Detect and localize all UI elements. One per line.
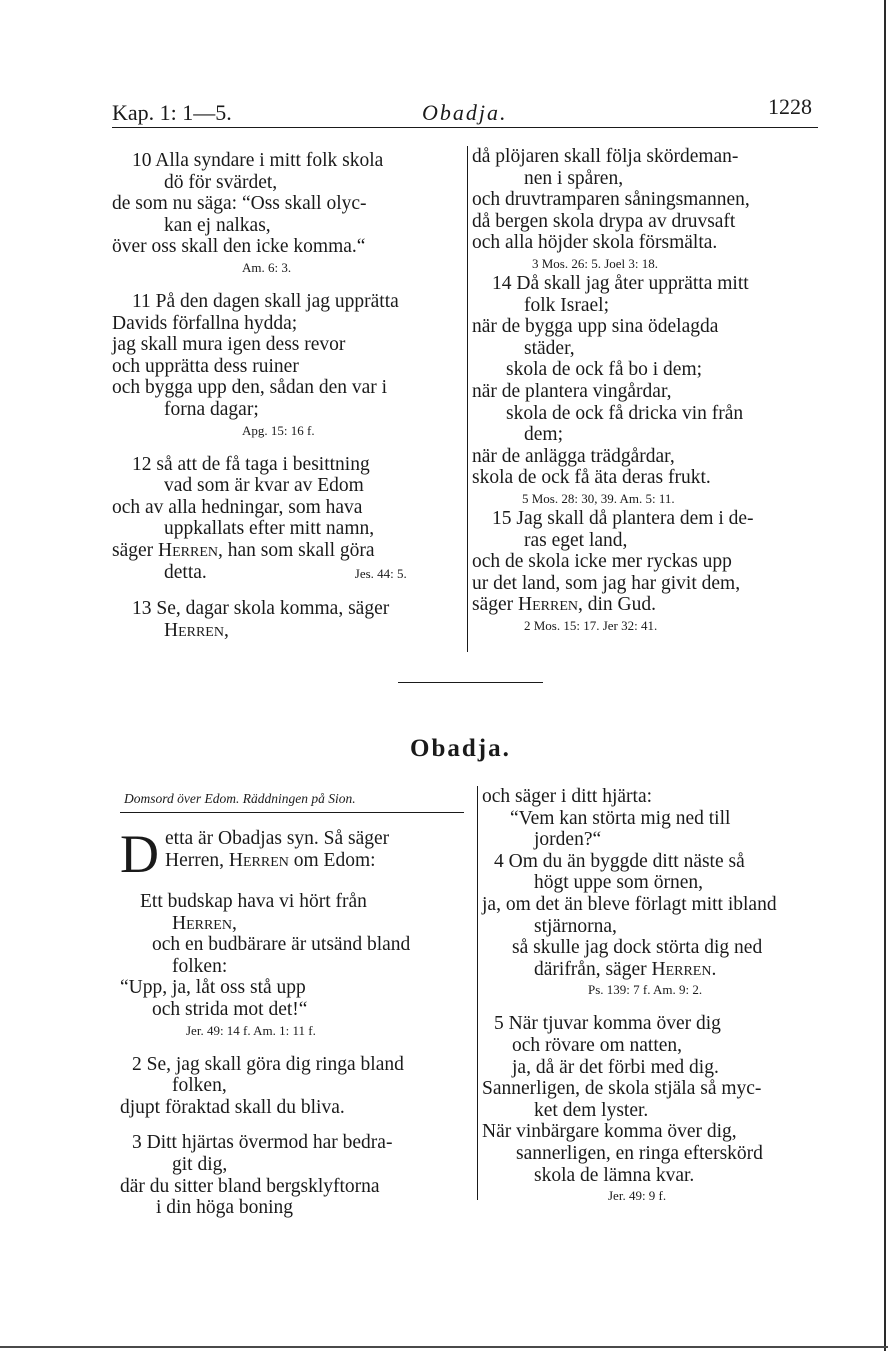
verse-line: uppkallats efter mitt namn,	[164, 518, 375, 540]
verse-line: ur det land, som jag har givit dem,	[472, 572, 741, 594]
verse-line: när de bygga upp sina ödelagda	[472, 316, 719, 338]
verse-word: säger	[472, 594, 514, 616]
divine-name: Herren,	[172, 912, 237, 934]
verse-line: och strida mot det!“	[152, 998, 308, 1020]
cross-reference: Apg. 15: 16 f.	[242, 422, 315, 438]
verse-line: När vinbärgare komma över dig,	[482, 1121, 737, 1143]
cross-reference: Jes. 44: 5.	[354, 565, 407, 581]
chapter-summary: Domsord över Edom. Räddningen på Sion.	[124, 791, 356, 806]
verse-line: högt uppe som örnen,	[534, 872, 703, 894]
verse-line: över oss skall den icke komma.“	[112, 236, 366, 258]
verse-text: , din Gud.	[578, 594, 657, 616]
cross-reference: Jer. 49: 9 f.	[608, 1188, 667, 1204]
verse-14: 14 Då skall jag åter upprätta mitt	[492, 272, 749, 294]
verse-11: 11 På den dagen skall jag upprätta	[132, 290, 399, 312]
verse-line: “Upp, ja, låt oss stå upp	[120, 977, 306, 999]
top-left-column	[112, 150, 407, 641]
summary-rule	[120, 812, 464, 813]
verse-line: Sannerligen, de skola stjäla så myc-	[482, 1078, 762, 1100]
verse-line: skola de lämna kvar.	[534, 1164, 695, 1186]
verse-line: skola de ock få bo i dem;	[506, 359, 703, 381]
verse-line: och alla höjder skola försmälta.	[472, 232, 718, 254]
verse-15: 15 Jag skall då plantera dem i de-	[492, 507, 754, 529]
divine-name: Herren	[228, 849, 289, 871]
verse-line: etta är Obadjas syn. Så säger	[165, 828, 390, 849]
verse-line: Davids förfallna hydda;	[112, 312, 298, 334]
drop-capital: D	[120, 828, 159, 877]
verse-text: , han som skall göra	[218, 539, 375, 561]
verse-line: dö för svärdet,	[164, 171, 278, 193]
verse-line: och upprätta dess ruiner	[112, 355, 299, 377]
verse-line: och druvtramparen såningsmannen,	[472, 189, 750, 211]
verse-line: ja, då är det förbi med dig.	[512, 1056, 719, 1078]
verse-line: och säger i ditt hjärta:	[482, 786, 653, 807]
verse-line: folken,	[172, 1075, 227, 1097]
page-edge-right	[884, 0, 886, 1351]
verse-line: och rövare om natten,	[512, 1034, 683, 1056]
verse-line: och en budbärare är utsänd bland	[152, 934, 411, 956]
verse-line: vad som är kvar av Edom	[164, 475, 364, 497]
verse-4: 4 Om du än byggde ditt näste så	[494, 850, 745, 872]
divine-name: Herren	[158, 539, 219, 561]
verse-line: i din höga boning	[156, 1197, 294, 1219]
section-title: Obadja.	[410, 735, 511, 762]
divine-name: Herren	[518, 594, 579, 616]
verse-text: om Edom:	[288, 849, 376, 871]
verse-3: 3 Ditt hjärtas övermod har bedra-	[132, 1132, 393, 1154]
verse-line: då plöjaren skall följa skördeman-	[472, 146, 739, 167]
verse-13: 13 Se, dagar skola komma, säger	[132, 598, 390, 620]
divine-name: Herren.	[651, 958, 717, 980]
verse-line: jag skall mura igen dess revor	[112, 334, 346, 356]
running-title: Obadja.	[422, 100, 508, 125]
verse-line: folk Israel;	[524, 294, 610, 316]
verse-line: där du sitter bland bergsklyftorna	[120, 1175, 380, 1197]
verse-line: skola de ock få dricka vin från	[506, 402, 744, 424]
page-edge-bottom	[0, 1346, 888, 1348]
verse-line: “Vem kan störta mig ned till	[510, 807, 731, 829]
verse-line: när de anlägga trädgårdar,	[472, 445, 675, 467]
cross-reference: 2 Mos. 15: 17. Jer 32: 41.	[524, 617, 658, 633]
verse-line: stjärnorna,	[534, 915, 617, 937]
top-right-column	[472, 146, 754, 635]
verse-line	[472, 594, 754, 616]
verse-5: 5 När tjuvar komma över dig	[494, 1013, 721, 1035]
verse-line	[112, 562, 407, 585]
verse-text: därifrån, säger	[534, 958, 647, 980]
verse-line: då bergen skola drypa av druvsaft	[472, 210, 736, 232]
verse-line: de som nu säga: “Oss skall olyc-	[112, 193, 367, 215]
verse-line: städer,	[524, 337, 575, 359]
verse-line: och bygga upp den, sådan den var i	[112, 377, 388, 399]
verse-line: nen i spåren,	[524, 167, 624, 189]
verse-line: Ett budskap hava vi hört från	[140, 891, 367, 912]
verse-line	[120, 850, 410, 872]
verse-line: så skulle jag dock störta dig ned	[512, 937, 763, 959]
cross-reference: Am. 6: 3.	[242, 259, 292, 275]
verse-2: 2 Se, jag skall göra dig ringa bland	[132, 1053, 404, 1075]
verse-10: 10 Alla syndare i mitt folk skola	[132, 150, 384, 171]
verse-line	[112, 540, 407, 562]
verse-line: ras eget land,	[524, 529, 628, 551]
verse-line: ket dem lyster.	[534, 1099, 649, 1121]
cross-reference: 5 Mos. 28: 30, 39. Am. 5: 11.	[522, 490, 675, 506]
verse-line	[482, 959, 777, 981]
verse-line: djupt föraktad skall du bliva.	[120, 1096, 345, 1118]
column-divider-top	[467, 146, 468, 652]
cross-reference: Ps. 139: 7 f. Am. 9: 2.	[588, 982, 703, 998]
chapter-reference: Kap. 1: 1—5.	[112, 100, 232, 125]
verse-line: skola de ock få äta deras frukt.	[472, 467, 711, 489]
verse-line: git dig,	[172, 1153, 228, 1175]
bottom-right-column	[482, 786, 777, 1205]
verse-line: folken:	[172, 955, 228, 977]
verse-line: ja, om det än bleve förlagt mitt ibland	[482, 893, 777, 915]
verse-line: jorden?“	[534, 829, 602, 851]
verse-line: kan ej nalkas,	[164, 214, 271, 236]
cross-reference: 3 Mos. 26: 5. Joel 3: 18.	[532, 255, 659, 271]
column-divider-bottom	[477, 786, 478, 1200]
verse-line: och av alla hedningar, som hava	[112, 496, 363, 518]
opening-paragraph	[120, 828, 410, 877]
page-number: 1228	[768, 94, 812, 119]
verse-line: sannerligen, en ringa efterskörd	[516, 1142, 763, 1164]
section-separator	[398, 682, 543, 683]
bottom-left-column	[120, 828, 410, 1219]
cross-reference: Jer. 49: 14 f. Am. 1: 11 f.	[186, 1022, 316, 1038]
verse-line: och de skola icke mer ryckas upp	[472, 551, 732, 573]
header-rule	[112, 127, 818, 128]
divine-name: Herren,	[165, 849, 229, 871]
verse-line: dem;	[524, 424, 563, 446]
verse-line: när de plantera vingårdar,	[472, 380, 672, 402]
verse-line: forna dagar;	[164, 398, 259, 420]
verse-word: säger	[112, 539, 154, 561]
verse-12: 12 så att de få taga i besittning	[132, 453, 370, 475]
verse-text: detta.	[164, 561, 207, 583]
divine-name: Herren,	[164, 619, 229, 641]
